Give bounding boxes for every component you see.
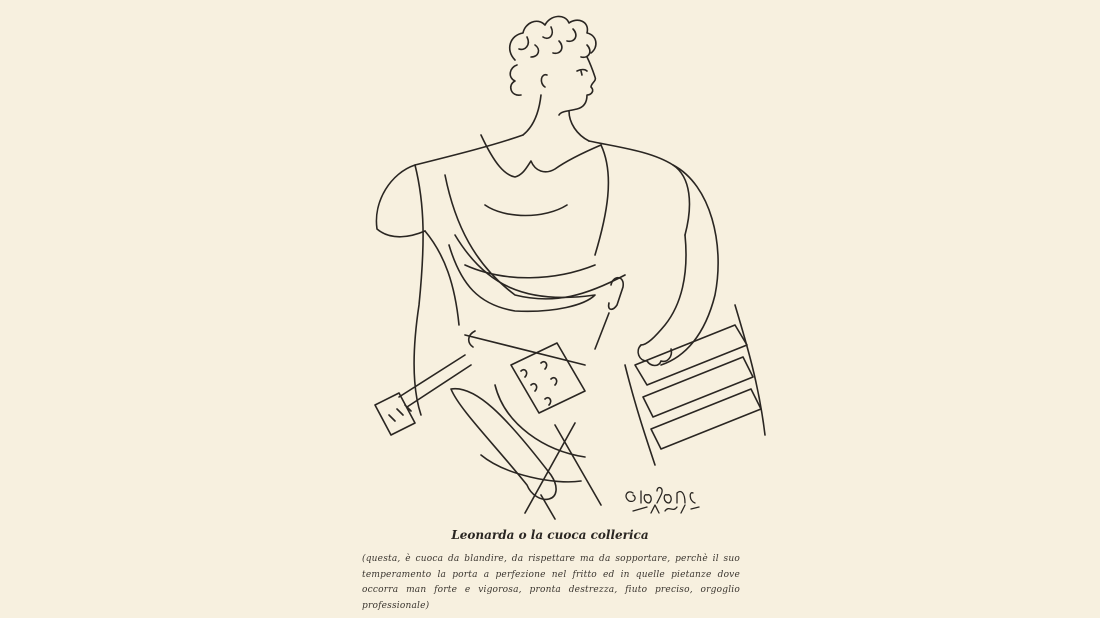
eye: [577, 70, 587, 76]
signature: [626, 488, 699, 513]
ear: [541, 75, 547, 87]
arm: [641, 165, 718, 365]
cook-illustration: [355, 5, 775, 525]
utensils: [375, 278, 623, 519]
chair: [625, 305, 765, 465]
face-profile: [559, 57, 595, 115]
neckline: [481, 135, 601, 177]
neck: [523, 95, 589, 141]
caption-title: Leonarda o la cuoca collerica: [451, 528, 649, 542]
drape: [414, 165, 625, 415]
caption-description: (questa, è cuoca da blandire, da rispettare ma da sopportare, perchè il suo temperamento la porta a perfezione nel fritto ed in quelle pietanze dove occorra man forte e vigorosa, pronta destrezza, fiuto preciso, orgoglio professionale): [362, 554, 740, 611]
hair-curls: [510, 16, 596, 95]
torso: [465, 145, 608, 278]
